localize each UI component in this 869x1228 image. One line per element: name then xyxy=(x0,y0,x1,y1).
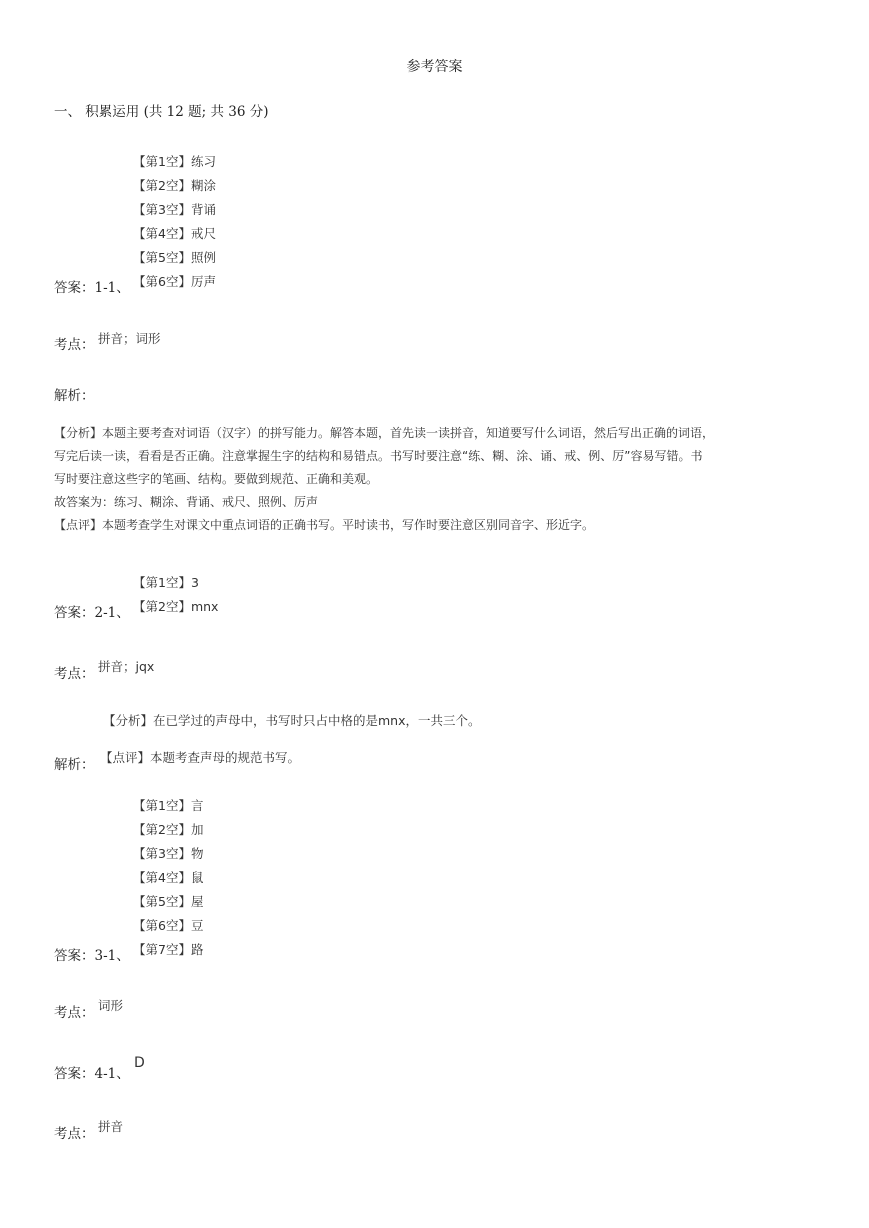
q2-kaodian: 拼音；jqx xyxy=(98,659,155,674)
blank-item: 【第2空】加 xyxy=(133,822,204,837)
q1-blanks xyxy=(133,150,216,294)
blank-item: 【第6空】厉声 xyxy=(133,274,216,289)
blank-item: 【第2空】糊涂 xyxy=(133,178,216,193)
q1-kaodian-label: 考点： xyxy=(54,337,95,353)
analysis-line: 写完后读一读，看看是否正确。注意掌握生字的结构和易错点。书写时要注意“练、糊、涂、诵、戒、例、厉”容易写错。书 xyxy=(54,449,703,463)
blank-item: 【第3空】背诵 xyxy=(133,202,216,217)
q2-kaodian-label: 考点： xyxy=(54,666,95,682)
q3-kaodian-label: 考点： xyxy=(54,1005,95,1021)
q4-kaodian: 拼音 xyxy=(98,1119,124,1134)
blank-item: 【第1空】3 xyxy=(133,575,199,590)
q3-kaodian: 词形 xyxy=(98,998,124,1013)
q1-answer-label: 答案：1-1、 xyxy=(54,280,130,296)
blank-item: 【第3空】物 xyxy=(133,846,204,861)
blank-item: 【第6空】豆 xyxy=(133,918,204,933)
page-title: 参考答案 xyxy=(406,59,463,75)
blank-item: 【第1空】言 xyxy=(133,798,204,813)
q2-analysis: 【分析】在已学过的声母中，书写时只占中格的是mnx，一共三个。 xyxy=(103,713,481,728)
blank-item: 【第2空】mnx xyxy=(133,599,219,614)
blank-item: 【第4空】鼠 xyxy=(133,870,204,885)
blank-item: 【第7空】路 xyxy=(133,942,204,957)
analysis-line: 写时要注意这些字的笔画、结构。要做到规范、正确和美观。 xyxy=(54,472,379,486)
blank-item: 【第5空】屋 xyxy=(133,894,204,909)
blank-item: 【第5空】照例 xyxy=(133,250,216,265)
q3-answer-label: 答案：3-1、 xyxy=(54,948,130,964)
q2-blanks xyxy=(133,571,218,619)
blank-item: 【第1空】练习 xyxy=(133,154,216,169)
q2-comment: 【点评】本题考查声母的规范书写。 xyxy=(100,750,301,765)
q1-jiexi-label: 解析： xyxy=(54,388,95,404)
analysis-line: 【点评】本题考查学生对课文中重点词语的正确书写。平时读书，写作时要注意区别同音字、形近字。 xyxy=(54,518,595,532)
q3-blanks xyxy=(133,794,203,962)
q4-answer: D xyxy=(134,1055,145,1071)
q2-answer-label: 答案：2-1、 xyxy=(54,605,130,621)
section-heading: 一、 积累运用 (共 12 题; 共 36 分) xyxy=(54,104,269,120)
analysis-line: 【分析】本题主要考查对词语（汉字）的拼写能力。解答本题，首先读一读拼音，知道要写什么词语，然后写出正确的词语， xyxy=(54,426,715,440)
q1-kaodian: 拼音；词形 xyxy=(98,331,161,346)
q4-answer-label: 答案：4-1、 xyxy=(54,1066,130,1082)
q2-jiexi-label: 解析： xyxy=(54,757,95,773)
q1-analysis xyxy=(54,422,814,537)
q4-kaodian-label: 考点： xyxy=(54,1126,95,1142)
analysis-line: 故答案为：练习、糊涂、背诵、戒尺、照例、厉声 xyxy=(54,495,319,509)
blank-item: 【第4空】戒尺 xyxy=(133,226,216,241)
